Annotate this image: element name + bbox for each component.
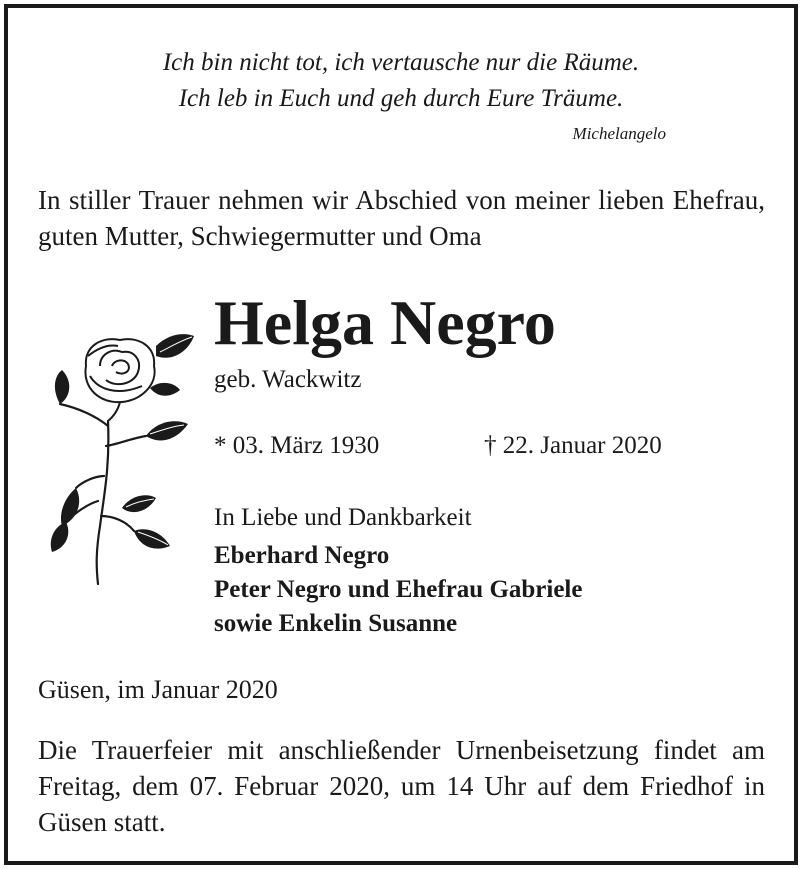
place-date: Güsen, im Januar 2020 xyxy=(38,675,278,704)
quote-author: Michelangelo xyxy=(572,124,666,143)
maiden-name: geb. Wackwitz xyxy=(214,366,362,393)
deceased-name: Helga Negro xyxy=(214,287,556,358)
funeral-notice: Die Trauerfeier mit anschließender Urnenbeisetzung findet am Freitag, dem 07. Februar 2020, um 14 Uhr auf dem Friedhof in Güsen statt. xyxy=(38,735,765,837)
quote-line-2: Ich leb in Euch und geh durch Eure Träume. xyxy=(178,85,624,112)
mourners-heading: In Liebe und Dankbarkeit xyxy=(214,504,472,531)
mourner-name: Peter Negro und Ehefrau Gabriele xyxy=(214,576,583,603)
mourner-name: sowie Enkelin Susanne xyxy=(214,610,458,637)
obituary-frame xyxy=(4,4,798,865)
death-date: † 22. Januar 2020 xyxy=(484,432,662,459)
intro-text: In stiller Trauer nehmen wir Abschied von meiner lieben Ehefrau, guten Mutter, Schwiegermutter und Oma xyxy=(38,185,765,251)
birth-date: * 03. März 1930 xyxy=(214,432,380,459)
quote-line-1: Ich bin nicht tot, ich vertausche nur die Räume. xyxy=(162,49,640,76)
mourner-name: Eberhard Negro xyxy=(214,542,390,569)
rose-icon xyxy=(38,326,198,586)
